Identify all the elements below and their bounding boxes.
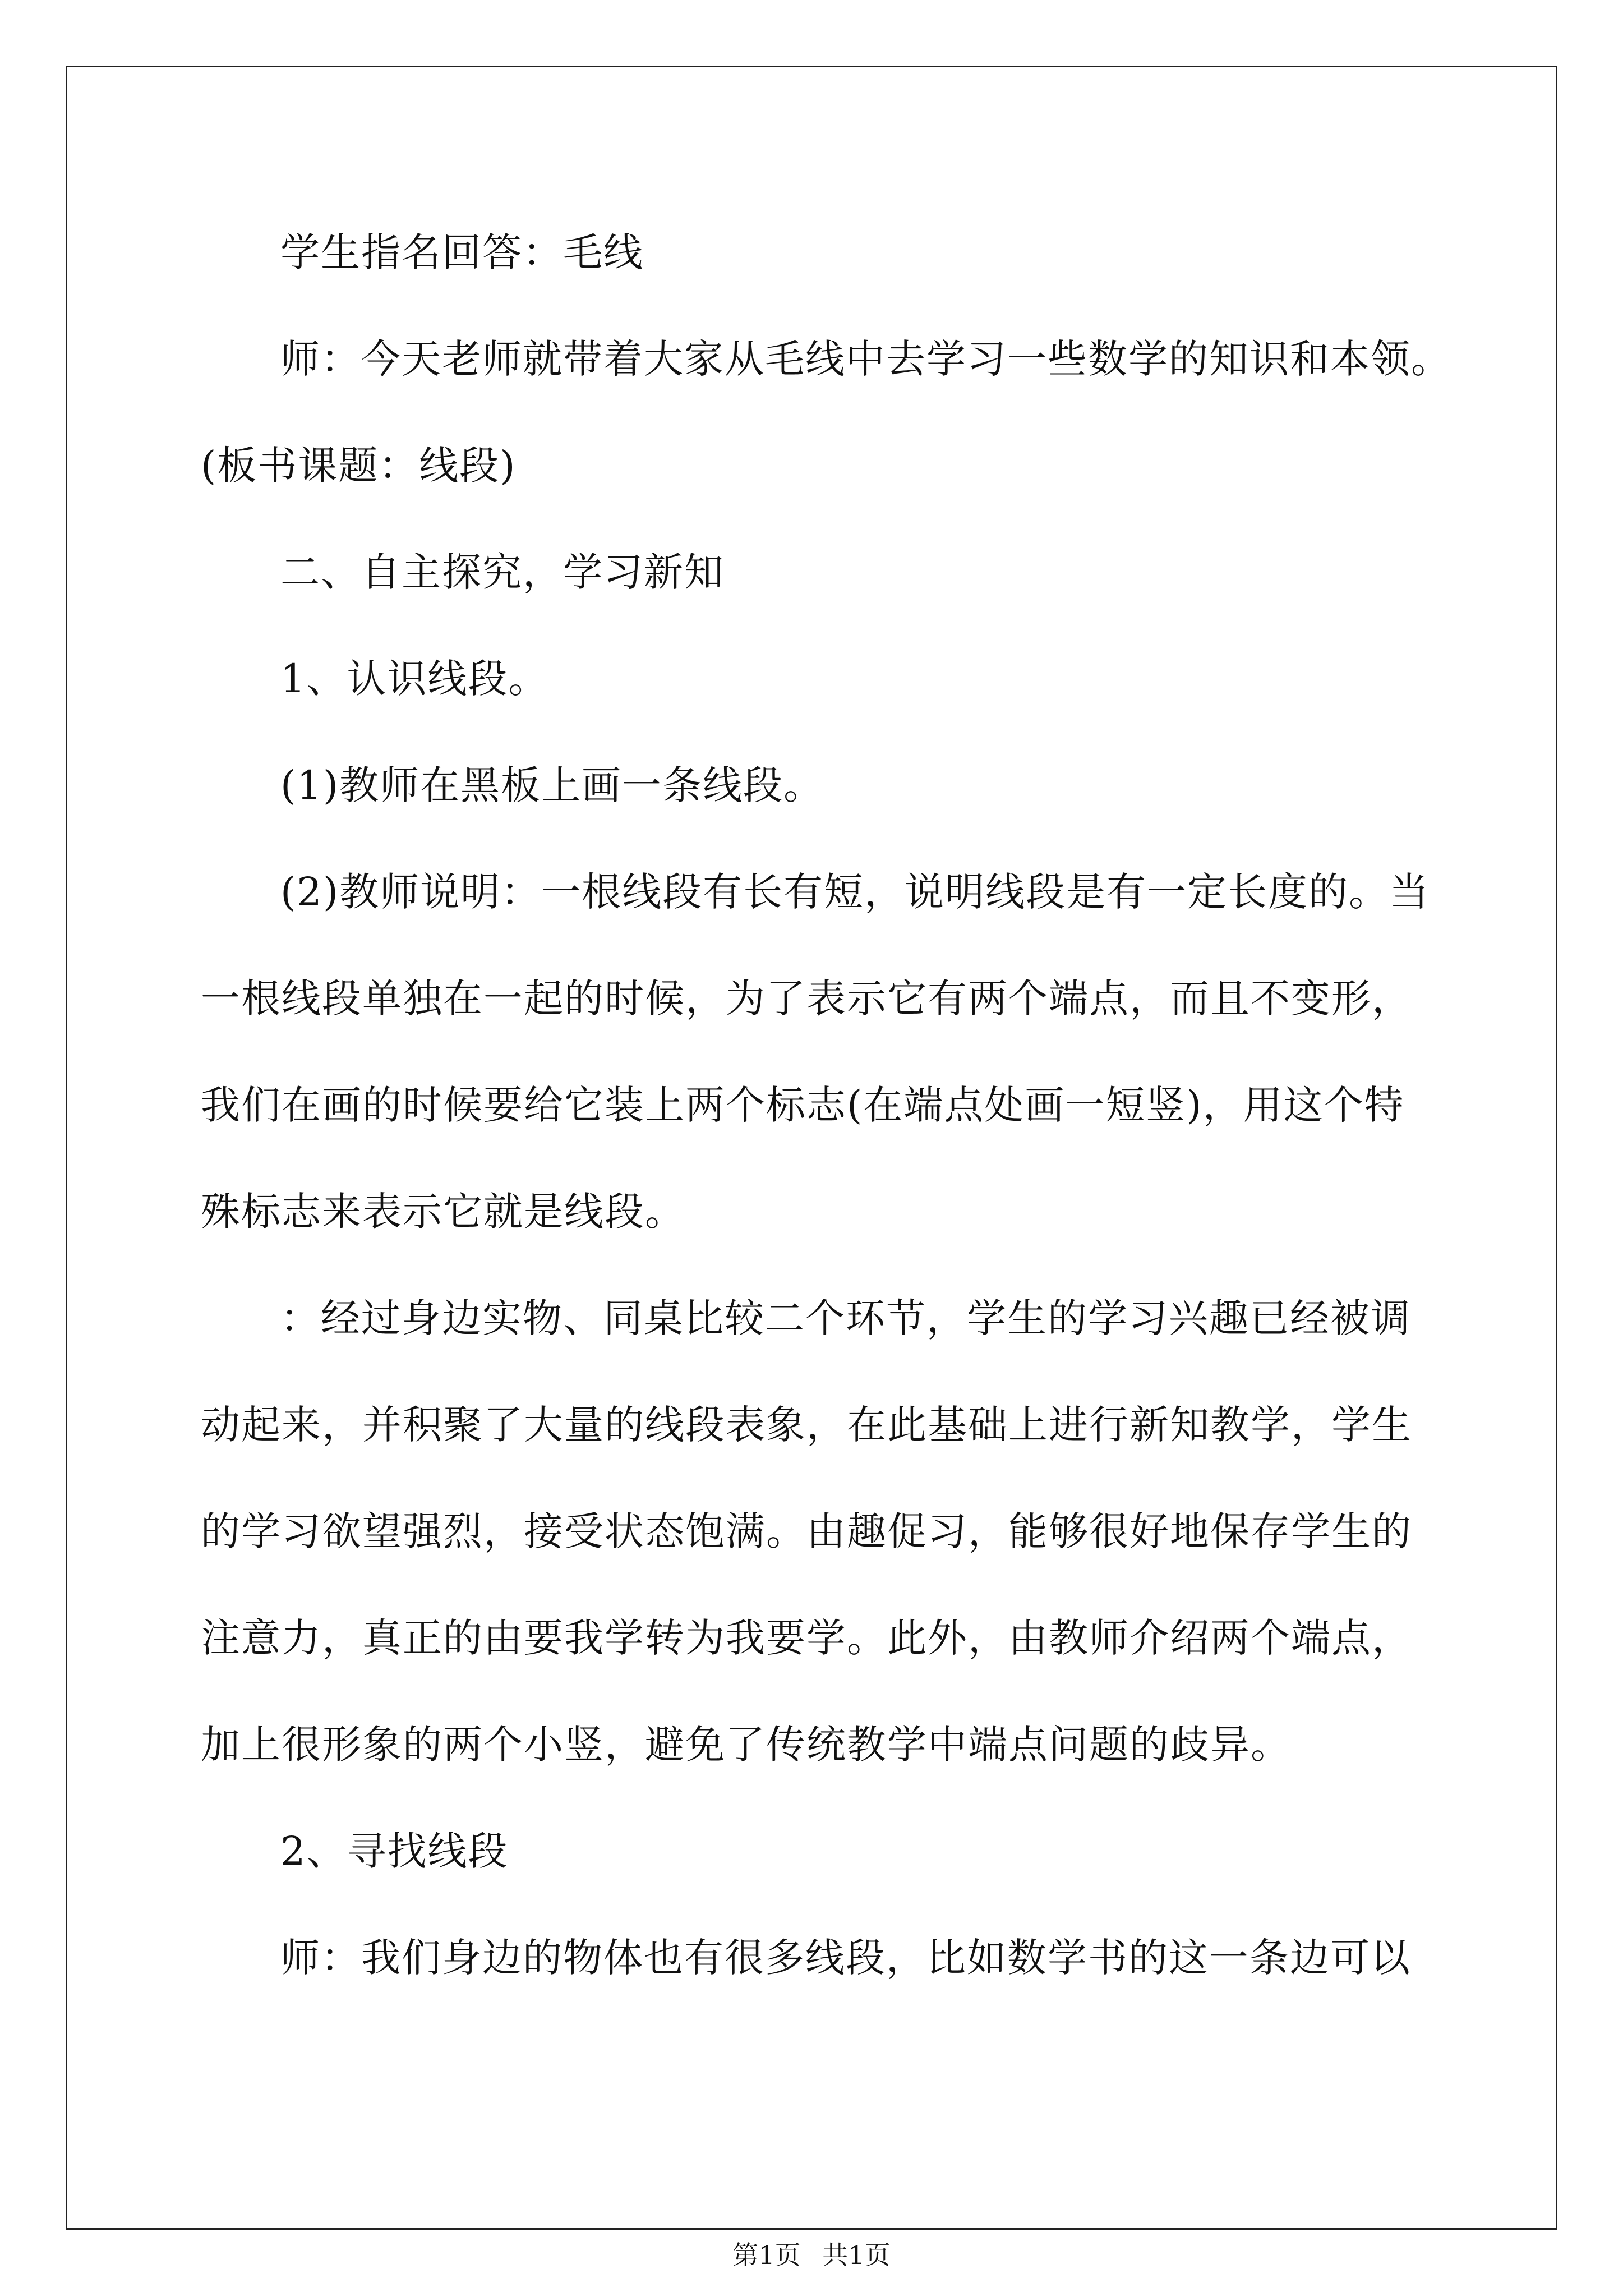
page-total: 共1页 — [822, 2240, 891, 2270]
paragraph-line: 殊标志来表示它就是线段。 — [201, 1189, 685, 1235]
paragraph-line: 的学习欲望强烈，接受状态饱满。由趣促习，能够很好地保存学生的 — [201, 1508, 1412, 1554]
page-number: 第1页 — [732, 2240, 801, 2270]
subsection-heading: 1、认识线段。 — [280, 656, 549, 702]
paragraph-line: 动起来，并积聚了大量的线段表象，在此基础上进行新知教学，学生 — [201, 1402, 1412, 1448]
paragraph-line: 学生指名回答：毛线 — [280, 229, 644, 275]
page-footer — [0, 2238, 1623, 2272]
paragraph-line: 师：今天老师就带着大家从毛线中去学习一些数学的知识和本领。 — [280, 336, 1451, 382]
paragraph-line: (1)教师在黑板上画一条线段。 — [280, 762, 824, 808]
section-heading: 二、自主探究，学习新知 — [280, 549, 725, 595]
paragraph-line: 注意力，真正的由要我学转为我要学。此外，由教师介绍两个端点， — [201, 1615, 1412, 1661]
paragraph-line: (板书课题：线段) — [201, 443, 517, 489]
subsection-heading: 2、寻找线段 — [280, 1828, 509, 1874]
paragraph-line: 一根线段单独在一起的时候，为了表示它有两个端点，而且不变形， — [201, 976, 1412, 1022]
paragraph-line: ：经过身边实物、同桌比较二个环节，学生的学习兴趣已经被调 — [280, 1295, 1411, 1341]
page-border — [66, 66, 1557, 2230]
paragraph-line: 加上很形象的两个小竖，避免了传统教学中端点问题的歧异。 — [201, 1722, 1291, 1768]
paragraph-line: 师：我们身边的物体也有很多线段，比如数学书的这一条边可以 — [280, 1935, 1411, 1981]
paragraph-line: 我们在画的时候要给它装上两个标志(在端点处画一短竖)，用这个特 — [201, 1082, 1405, 1128]
paragraph-line: (2)教师说明：一根线段有长有短，说明线段是有一定长度的。当 — [280, 869, 1430, 915]
